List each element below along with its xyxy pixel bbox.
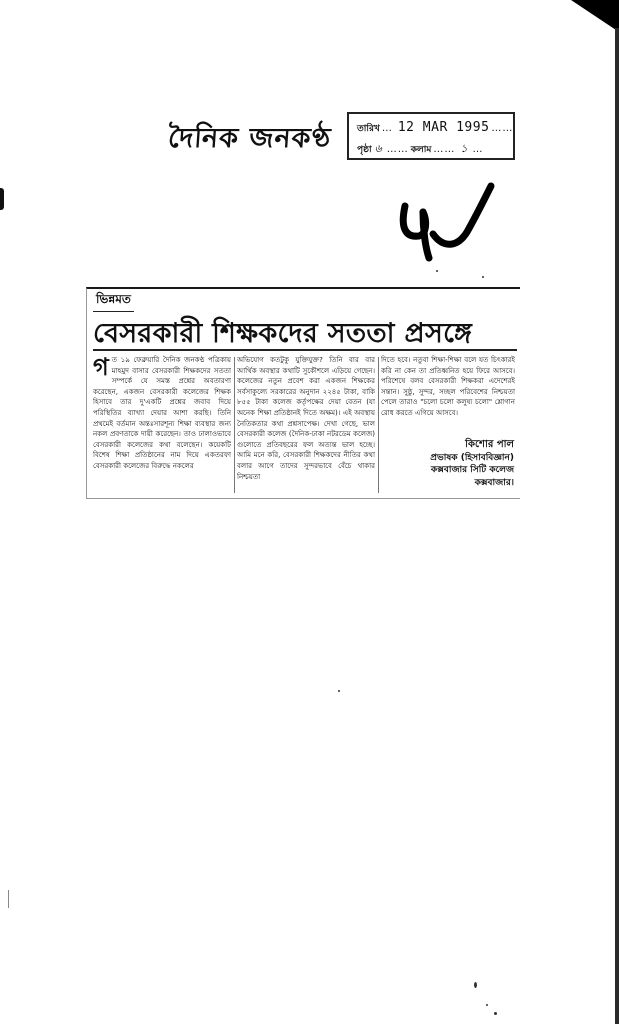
news-clipping [86, 287, 520, 499]
stamp-page-value: ৬ [374, 142, 382, 155]
stamp-column-label: কলাম [410, 145, 432, 155]
handwritten-page-number [393, 176, 503, 266]
article-column-1 [93, 355, 231, 495]
column-1-text: ত ১৯ ফেব্রুয়ারি দৈনিক জনকণ্ঠ পত্রিকায় মাহমুদ বাসার বেসরকারী শিক্ষকদের সততা সম্পর্কে যে সমস্ত প্রশ্নের অবতারণা করেছেন, একজন বেসরকারী কলেজের শিক্ষক হিসাবে তার দু'একটি প্রশ্নের জবাব দিয়ে পরিস্থিতির ব্যাখ্যা দেয়ার আশা করছি। তিনি প্রথমেই বর্তমান অন্তঃসারশূন্য শিক্ষা ব্যবস্থার জন্য নকল প্রবণতাকে দায়ী করেছেন। তাও ঢালাওভাবে বেসরকারী কলেজের কথা বলেছেন। কয়েকটি বিশেষ শিক্ষা প্রতিষ্ঠানের নাম দিয়ে একতরফা বেসরকারী কলেজের বিরুদ্ধে নকলের [93, 356, 231, 470]
column-2-text: অভিযোগ কতটুকু যুক্তিযুক্ত? তিনি বার বার আর্থিক অবস্থার কথাটি সুকৌশলে এড়িয়ে গেছেন। কলেজের নতুন প্রবেশ করা একজন শিক্ষকের সর্বসাকুল্যে সরকারের অনুদান ২২৪৫ টাকা, বাকি ৮৫৫ টাকা কলেজ কর্তৃপক্ষের দেয়া বেতন (যা অনেক শিক্ষা প্রতিষ্ঠানই দিতে অক্ষম)। এই অবস্থায় নৈতিকতার কথা প্রশ্নসাপেক্ষ। দেখা গেছে, ভাল বেসরকারী কলেজ (দৈনিক-ঢাকা নটরডেম কলেজ) গুলোতে প্রতিবছরের ফল অত্যন্ত ভাল হচ্ছে। আমি মনে করি, বেসরকারী শিক্ষকদের নীতির কথা বলার আগে তাদের সুন্দরভাবে বেঁচে থাকার নিশ্চয়তা [237, 356, 375, 481]
page-number-text: ৫২ [393, 263, 396, 265]
scan-right-edge [615, 28, 619, 1024]
column-divider [234, 357, 235, 493]
scan-left-mark [0, 188, 4, 210]
newspaper-masthead: দৈনিক জনকণ্ঠ [167, 123, 333, 154]
column-divider [378, 357, 379, 493]
author-name: কিশোর পাল [465, 439, 514, 450]
scan-speck [482, 276, 484, 278]
stamp-page-label: পৃষ্ঠা [357, 145, 372, 155]
article-column-3 [381, 355, 515, 431]
scan-speck [338, 690, 340, 692]
scan-speck [436, 270, 438, 272]
author-signature-block [430, 439, 514, 489]
article-headline: বেসরকারী শিক্ষকদের সততা প্রসঙ্গে [93, 318, 473, 349]
author-institution: কক্সবাজার সিটি কলেজ [430, 465, 514, 475]
archive-stamp [347, 112, 515, 160]
scan-speck [494, 1012, 497, 1015]
author-location: কক্সবাজার। [474, 477, 514, 488]
scan-line [8, 890, 9, 908]
stamp-date-value: 12 MAR 1995 [397, 120, 490, 135]
column-3-text: দিতে হবে। নতুবা শিক্ষা-শিক্ষা বলে যত চিৎকারই করি না কেন তা প্রতিধ্বনিত হয়ে ফিরে আসবে। পরিশেষে বলব বেসরকারী শিক্ষকরা এদেশেরই সন্তান। সুষ্ঠু, সুন্দর, সচ্ছল পরিবেশের নিশ্চয়তা পেলে তারাও "চলো চলো কলুষ্য চলো" শ্লোগান রোধ করতে এগিয়ে আসবে। [381, 356, 515, 417]
scan-corner-shadow [571, 0, 619, 32]
stamp-date-label: তারিখ [357, 124, 380, 134]
author-designation: প্রভাষক (হিসাববিজ্ঞান) [430, 452, 514, 463]
article-paragraph [93, 355, 231, 472]
stamp-page-row: পৃষ্ঠা ৬ …… কলাম …… ১ … [357, 142, 484, 155]
stamp-column-value: ১ [460, 142, 468, 155]
headline-rule [93, 349, 517, 351]
column-tag: ভিন্নমত [93, 291, 134, 312]
article-column-2 [237, 355, 375, 495]
scan-speck [486, 1004, 488, 1006]
stamp-date-row: তারিখ … 12 MAR 1995 …… [357, 120, 514, 135]
drop-cap: গ [93, 355, 109, 381]
scan-speck [474, 982, 477, 988]
